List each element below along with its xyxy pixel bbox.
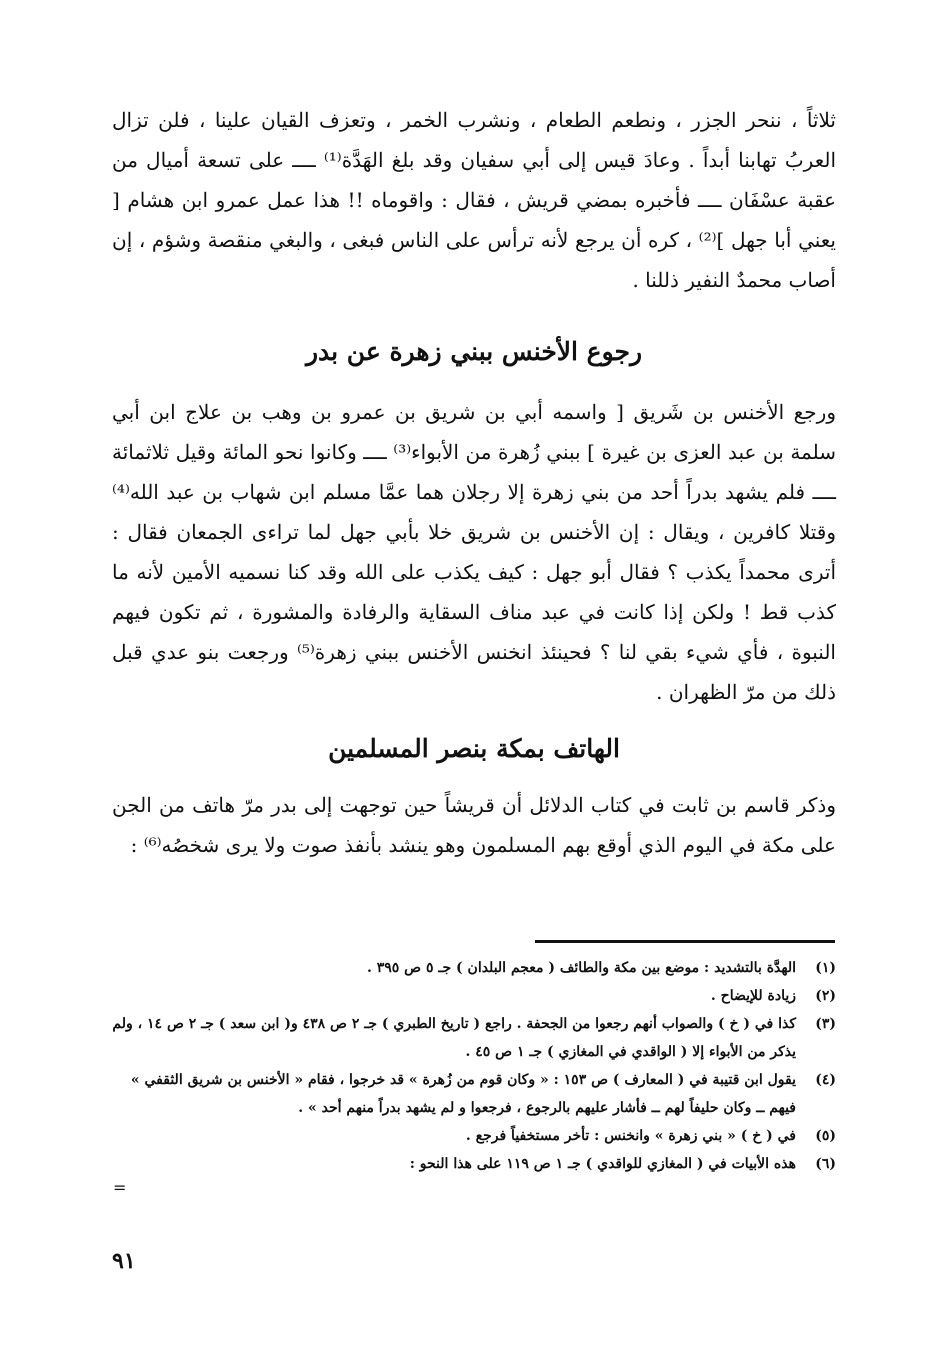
footnote	[112, 1066, 836, 1122]
continuation-mark: =	[113, 1178, 127, 1197]
footnote	[112, 1010, 836, 1066]
footnote	[112, 954, 836, 982]
footnote-number: (٢)	[815, 988, 836, 1004]
footnote-number: (٣)	[815, 1016, 836, 1032]
footnote-number: (٦)	[815, 1156, 836, 1172]
paragraph-akhnas: ورجع الأخنس بن شَريق [ واسمه أبي بن شريق بن عمرو بن وهب بن علاج ابن أبي سلمة بن عبد العزى بن غيرة ] ببني زُهرة من الأبواء⁽³⁾ ــــ وكانوا نحو المائة وقيل ثلاثمائة ــــ فلم يشهد بدراً أحد من بني زهرة إلا رجلان هما عمَّا مسلم ابن شهاب بن عبد الله⁽⁴⁾ وقتلا كافرين ، ويقال : إن الأخنس بن شريق خلا بأبي جهل لما تراءى الجمعان فقال : أترى محمداً يكذب ؟ فقال أبو جهل : كيف يكذب على الله وقد كنا نسميه الأمين لأنه ما كذب قط ! ولكن إذا كانت في عبد مناف السقاية والرفادة والمشورة ، ثم تكون فيهم النبوة ، فأي شيء بقي لنا ؟ فحينئذ انخنس الأخنس ببني زهرة⁽⁵⁾ ورجعت بنو عدي قبل ذلك من مرّ الظهران .	[112, 400, 836, 704]
footnote-text: الهدَّة بالتشديد : موضع بين مكة والطائف ( معجم البلدان ) جـ ٥ ص ٣٩٥ .	[367, 960, 796, 976]
footnote	[112, 982, 836, 1010]
footnote	[112, 1150, 836, 1178]
footnote-text: هذه الأبيات في ( المغازي للواقدي ) جـ ١ ص ١١٩ على هذا النحو :	[409, 1156, 796, 1172]
footnote-number: (١)	[815, 960, 836, 976]
footnote-text: زيادة للإيضاح .	[710, 988, 796, 1004]
heading-akhnas-return: رجوع الأخنس ببني زهرة عن بدر	[305, 337, 643, 366]
paragraph-intro: ثلاثاً ، ننحر الجزر ، ونطعم الطعام ، ونشرب الخمر ، وتعزف القيان علينا ، فلن تزال العربُ تهابنا أبداً . وعادَ قيس إلى أبي سفيان وقد بلغ الهَدَّة⁽¹⁾ ــــ على تسعة أميال من عقبة عسْفَان ــــ فأخبره بمضي قريش ، فقال : واقوماه !! هذا عمل عمرو ابن هشام [ يعني أبا جهل ]⁽²⁾ ، كره أن يرجع لأنه ترأس على الناس فبغى ، والبغي منقصة وشؤم ، إن أصاب محمدٌ النفير ذللنا .	[112, 108, 836, 292]
footnote-text: كذا في ( خ ) والصواب أنهم رجعوا من الجحفة . راجع ( تاريخ الطبري ) جـ ٢ ص ٤٣٨ و( ابن سعد ) جـ ٢ ص ١٤ ، ولم يذكر من الأبواء إلا ( الواقدي في المغازي ) جـ ١ ص ٤٥ .	[112, 1016, 796, 1060]
footnote-text: في ( خ ) « بني زهرة » وانخنس : تأخر مستخفياً فرجع .	[465, 1128, 796, 1144]
footnote	[112, 1122, 836, 1150]
footnote-number: (٤)	[815, 1072, 836, 1088]
footnote-text: يقول ابن قتيبة في ( المعارف ) ص ١٥٣ : « وكان قوم من زُهرة » قد خرجوا ، فقام « الأخنس بن شريق الثقفي » فيهم ــ وكان حليفاً لهم ــ فأشار عليهم بالرجوع ، فرجعوا و لم يشهد بدراً منهم أحد » .	[130, 1072, 796, 1116]
footnotes	[112, 954, 836, 1178]
footnote-number: (٥)	[815, 1128, 836, 1144]
page-number: ٩١	[112, 1248, 136, 1274]
paragraph-hatif: وذكر قاسم بن ثابت في كتاب الدلائل أن قريشاً حين توجهت إلى بدر مرّ هاتف من الجن على مكة في اليوم الذي أوقع بهم المسلمون وهو ينشد بأنفذ صوت ولا يرى شخصُه⁽⁶⁾ :	[112, 793, 836, 857]
heading-hatif-makkah: الهاتف بمكة بنصر المسلمين	[328, 734, 620, 763]
footnote-divider	[535, 940, 835, 943]
